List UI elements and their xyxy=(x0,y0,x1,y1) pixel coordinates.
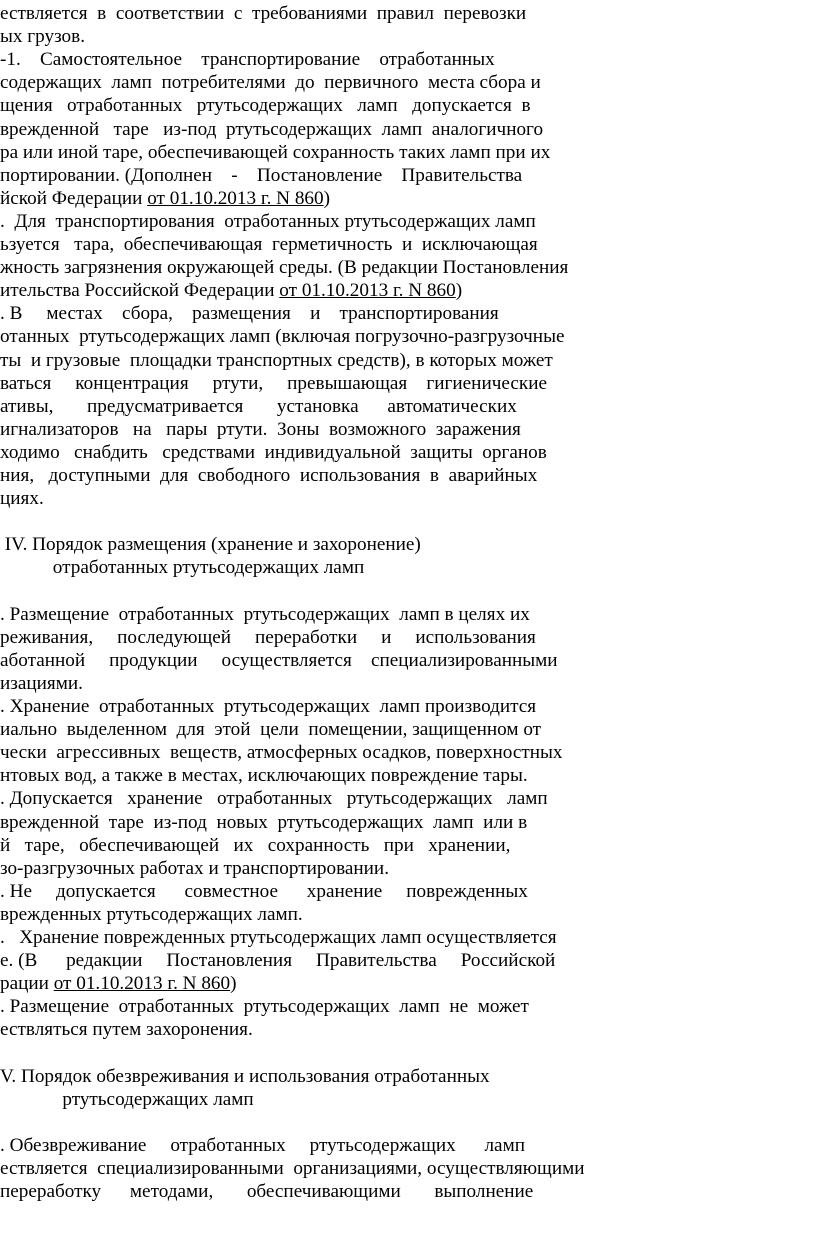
text-line xyxy=(0,71,808,95)
text-line xyxy=(0,1088,808,1112)
text-line xyxy=(0,464,808,488)
text-line xyxy=(0,395,808,419)
text-line xyxy=(0,741,808,765)
text-line xyxy=(0,533,808,557)
line-text: ра или иной таре, обеспечивающей сохранность таких ламп при их xyxy=(0,141,551,163)
line-text: . Допускается хранение отработанных ртутьсодержащих ламп xyxy=(0,788,548,810)
line-text: ваться концентрация ртути, превышающая гигиенические xyxy=(0,372,547,394)
line-text: ительства Российской Федерации xyxy=(0,280,280,302)
decree-link[interactable]: от 01.10.2013 г. N 860 xyxy=(53,973,231,995)
text-line xyxy=(0,441,808,465)
line-text: игнализаторов на пары ртути. Зоны возможного заражения xyxy=(0,418,521,440)
line-text: рации xyxy=(0,973,54,995)
text-line xyxy=(0,926,808,950)
text-line xyxy=(0,487,808,511)
line-text-tail: ) xyxy=(230,973,237,995)
line-text: переработку методами, обеспечивающими выполнение xyxy=(0,1181,534,1203)
line-text: ртутьсодержащих ламп xyxy=(0,1088,254,1110)
text-line xyxy=(0,1042,808,1066)
line-text: ния, доступными для свободного использования в аварийных xyxy=(0,465,538,486)
text-line xyxy=(0,94,808,118)
text-line xyxy=(0,857,808,881)
line-text: ествляться путем захоронения. xyxy=(0,1019,253,1041)
text-line xyxy=(0,118,808,142)
text-line xyxy=(0,787,808,811)
text-line xyxy=(0,279,808,303)
line-text: жность загрязнения окружающей среды. (В редакции Постановления xyxy=(0,257,569,279)
line-text: . Обезвреживание отработанных ртутьсодержащих ламп xyxy=(0,1134,525,1156)
line-text: врежденной таре из-под новых ртутьсодержащих ламп или в xyxy=(0,811,528,833)
line-text: иально выделенном для этой цели помещении, защищенном от xyxy=(0,719,542,741)
text-line xyxy=(0,25,808,49)
text-line xyxy=(0,649,808,673)
line-text: . Не допускается совместное хранение поврежденных xyxy=(0,880,528,902)
text-line xyxy=(0,164,808,188)
text-line xyxy=(0,995,808,1019)
text-line xyxy=(0,834,808,858)
text-line xyxy=(0,2,808,26)
text-line xyxy=(0,580,808,604)
text-line xyxy=(0,672,808,696)
text-line xyxy=(0,603,808,627)
line-text: врежденной таре из-под ртутьсодержащих ламп аналогичного xyxy=(0,118,544,140)
text-line xyxy=(0,1111,808,1135)
line-text: ествляется в соответствии с требованиями правил перевозки xyxy=(0,3,527,24)
line-text: . Для транспортирования отработанных ртутьсодержащих ламп xyxy=(0,210,536,232)
text-line xyxy=(0,302,808,326)
line-text: содержащих ламп потребителями до первичного места сбора и xyxy=(0,72,541,94)
text-line xyxy=(0,695,808,719)
text-line xyxy=(0,903,808,927)
text-line xyxy=(0,764,808,788)
line-text: . В местах сбора, размещения и транспортирования xyxy=(0,303,499,325)
line-text-tail: ) xyxy=(455,280,463,302)
text-line xyxy=(0,349,808,373)
line-text: реживания, последующей переработки и использования xyxy=(0,626,536,648)
line-text: й таре, обеспечивающей их сохранность при хранении, xyxy=(0,834,511,856)
line-text: . Размещение отработанных ртутьсодержащих ламп не может xyxy=(0,996,529,1018)
text-line xyxy=(0,556,808,580)
line-text: е. (В редакции Постановления Правительства Российской xyxy=(0,950,556,972)
line-text: IV. Порядок размещения (хранение и захоронение) xyxy=(0,534,421,556)
text-line xyxy=(0,510,808,534)
line-text: ативы, предусматривается установка автоматических xyxy=(0,395,517,417)
text-line xyxy=(0,880,808,904)
line-text: ьзуется тара, обеспечивающая герметичность и исключающая xyxy=(0,234,538,255)
text-line xyxy=(0,811,808,835)
line-text: изациями. xyxy=(0,672,83,694)
line-text: ых грузов. xyxy=(0,26,86,48)
line-text: -1. Самостоятельное транспортирование отработанных xyxy=(0,49,495,71)
line-text-tail: ) xyxy=(323,187,331,209)
line-text: врежденных ртутьсодержащих ламп. xyxy=(0,903,303,925)
text-line xyxy=(0,949,808,973)
text-line xyxy=(0,187,808,211)
text-line xyxy=(0,1180,808,1204)
line-text: нтовых вод, а также в местах, исключающих повреждение тары. xyxy=(0,765,528,787)
text-line xyxy=(0,718,808,742)
text-line xyxy=(0,1134,808,1158)
line-text: . Размещение отработанных ртутьсодержащих ламп в целях их xyxy=(0,603,530,625)
text-line xyxy=(0,48,808,72)
line-text: чески агрессивных веществ, атмосферных осадков, поверхностных xyxy=(0,742,563,764)
line-text: . Хранение поврежденных ртутьсодержащих ламп осуществляется xyxy=(0,927,557,948)
line-text: . Хранение отработанных ртутьсодержащих ламп производится xyxy=(0,696,537,717)
text-line xyxy=(0,210,808,234)
text-line xyxy=(0,1018,808,1042)
text-line xyxy=(0,418,808,442)
text-line xyxy=(0,972,808,996)
line-text: ествляется специализированными организациями, осуществляющими xyxy=(0,1158,585,1179)
text-line xyxy=(0,325,808,349)
decree-link[interactable]: от 01.10.2013 г. N 860 xyxy=(279,280,456,302)
line-text: отанных ртутьсодержащих ламп (включая погрузочно-разгрузочные xyxy=(0,326,565,348)
text-line xyxy=(0,372,808,396)
text-line xyxy=(0,1157,808,1181)
line-text: отработанных ртутьсодержащих ламп xyxy=(0,557,365,579)
line-text: портировании. (Дополнен - Постановление Правительства xyxy=(0,164,523,186)
text-line xyxy=(0,256,808,280)
line-text: йской Федерации xyxy=(0,187,148,209)
line-text: аботанной продукции осуществляется специализированными xyxy=(0,649,558,671)
line-text: зо-разгрузочных работах и транспортировании. xyxy=(0,857,389,879)
line-text: ты и грузовые площадки транспортных средств), в которых может xyxy=(0,349,553,371)
decree-link[interactable]: от 01.10.2013 г. N 860 xyxy=(147,187,324,209)
text-line xyxy=(0,626,808,650)
line-text: ходимо снабдить средствами индивидуальной защиты органов xyxy=(0,441,547,463)
line-text: V. Порядок обезвреживания и использования отработанных xyxy=(0,1065,490,1087)
line-text: циях. xyxy=(0,488,44,510)
text-line xyxy=(0,233,808,257)
text-line xyxy=(0,1065,808,1089)
text-line xyxy=(0,141,808,165)
line-text: щения отработанных ртутьсодержащих ламп допускается в xyxy=(0,95,531,117)
